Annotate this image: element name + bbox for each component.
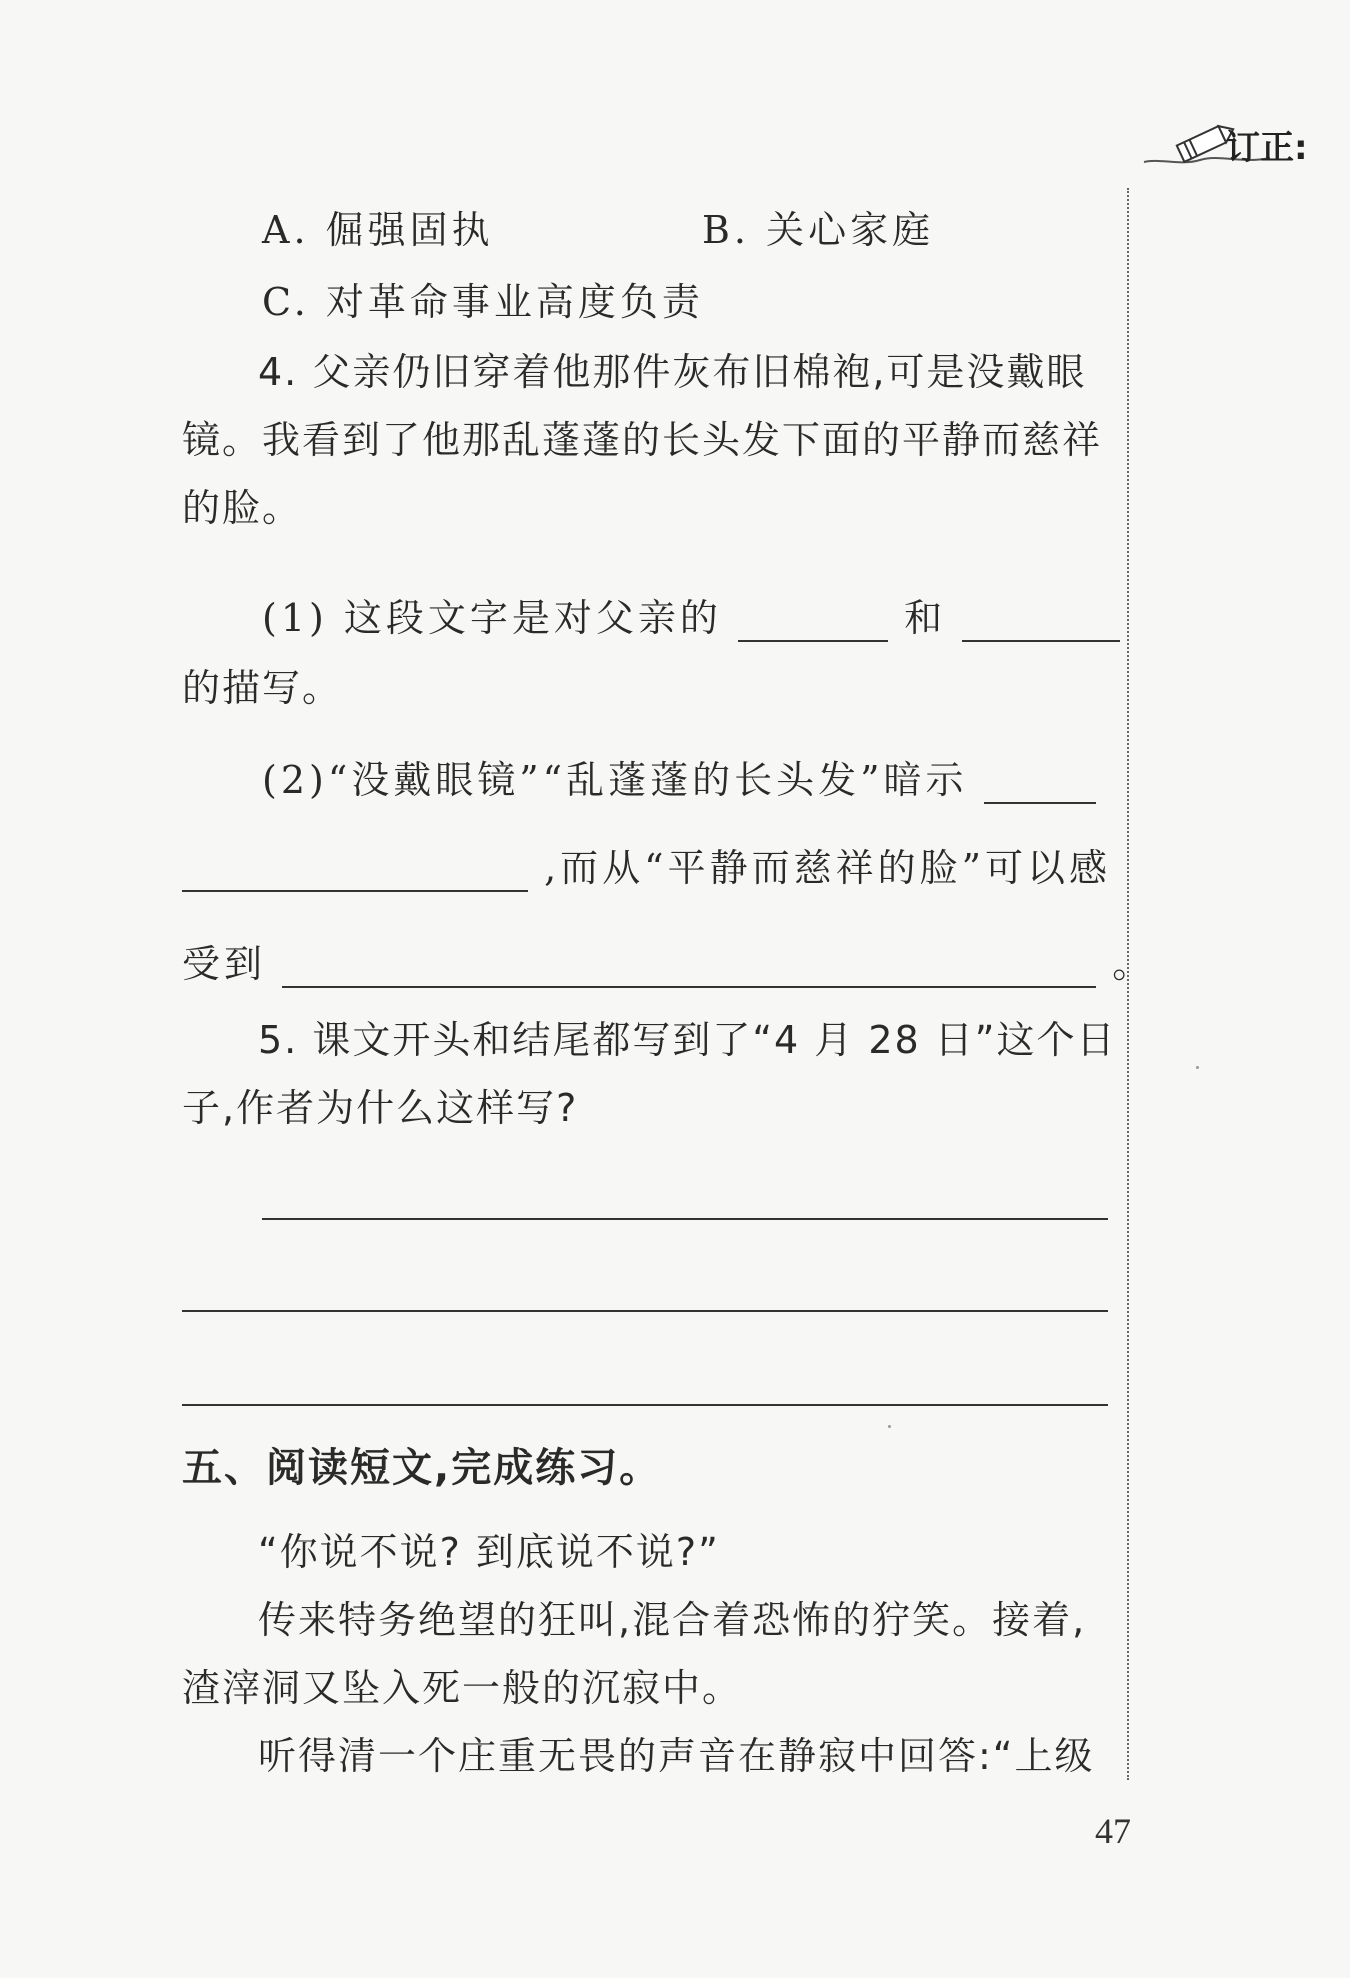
question4-line1: 4. 父亲仍旧穿着他那件灰布旧棉袍,可是没戴眼 (258, 350, 1087, 394)
page-number: 47 (1095, 1811, 1131, 1851)
answer-line-1[interactable] (262, 1218, 1108, 1220)
question4-line2: 镜。我看到了他那乱蓬蓬的长头发下面的平静而慈祥 (182, 418, 1103, 462)
sub2-prefix: (2)“没戴眼镜”“乱蓬蓬的长头发”暗示 (262, 758, 968, 802)
option-a: A. 倔强固执 (262, 208, 494, 252)
question4-line3: 的脸。 (182, 486, 303, 530)
scan-speck (888, 1425, 891, 1428)
question4-sub2-mid-line (182, 844, 1112, 892)
answer-blank-3[interactable] (984, 764, 1096, 804)
answer-blank-5[interactable] (282, 948, 1096, 988)
section-five-heading: 五、阅读短文,完成练习。 (182, 1445, 662, 1491)
sub2-end-prefix: 受到 (182, 942, 267, 986)
answer-line-3[interactable] (182, 1404, 1108, 1406)
question4-sub1-suffix: 的描写。 (182, 666, 343, 710)
answer-line-2[interactable] (182, 1310, 1108, 1312)
answer-blank-1[interactable] (738, 602, 888, 642)
option-c: C. 对革命事业高度负责 (262, 280, 704, 324)
passage-para1: “你说不说? 到底说不说?” (258, 1530, 720, 1574)
question4-sub1 (262, 594, 1187, 642)
passage-para3-line1: 听得清一个庄重无畏的声音在静寂中回答:“上级 (258, 1734, 1095, 1778)
question5-line1: 5. 课文开头和结尾都写到了“4 月 28 日”这个日 (258, 1018, 1117, 1062)
passage-para2-line1: 传来特务绝望的狂叫,混合着恐怖的狞笑。接着, (258, 1598, 1087, 1642)
passage-para2-line2: 渣滓洞又坠入死一般的沉寂中。 (182, 1666, 743, 1710)
sub2-end-suffix: 。 (1112, 942, 1155, 986)
question4-sub2 (262, 756, 1187, 804)
answer-blank-2[interactable] (962, 602, 1120, 642)
answer-blank-4[interactable] (182, 852, 528, 892)
question5-line2: 子,作者为什么这样写? (182, 1086, 579, 1130)
scan-speck (1196, 1066, 1199, 1069)
sub1-mid: 和 (904, 596, 947, 640)
correction-label: 订正: (1226, 128, 1308, 168)
question4-sub2-end-line (182, 940, 1155, 988)
sub2-mid: ,而从“平静而慈祥的脸”可以感 (544, 846, 1112, 890)
sub1-prefix: (1) 这段文字是对父亲的 (262, 596, 722, 640)
option-b: B. 关心家庭 (702, 208, 935, 252)
